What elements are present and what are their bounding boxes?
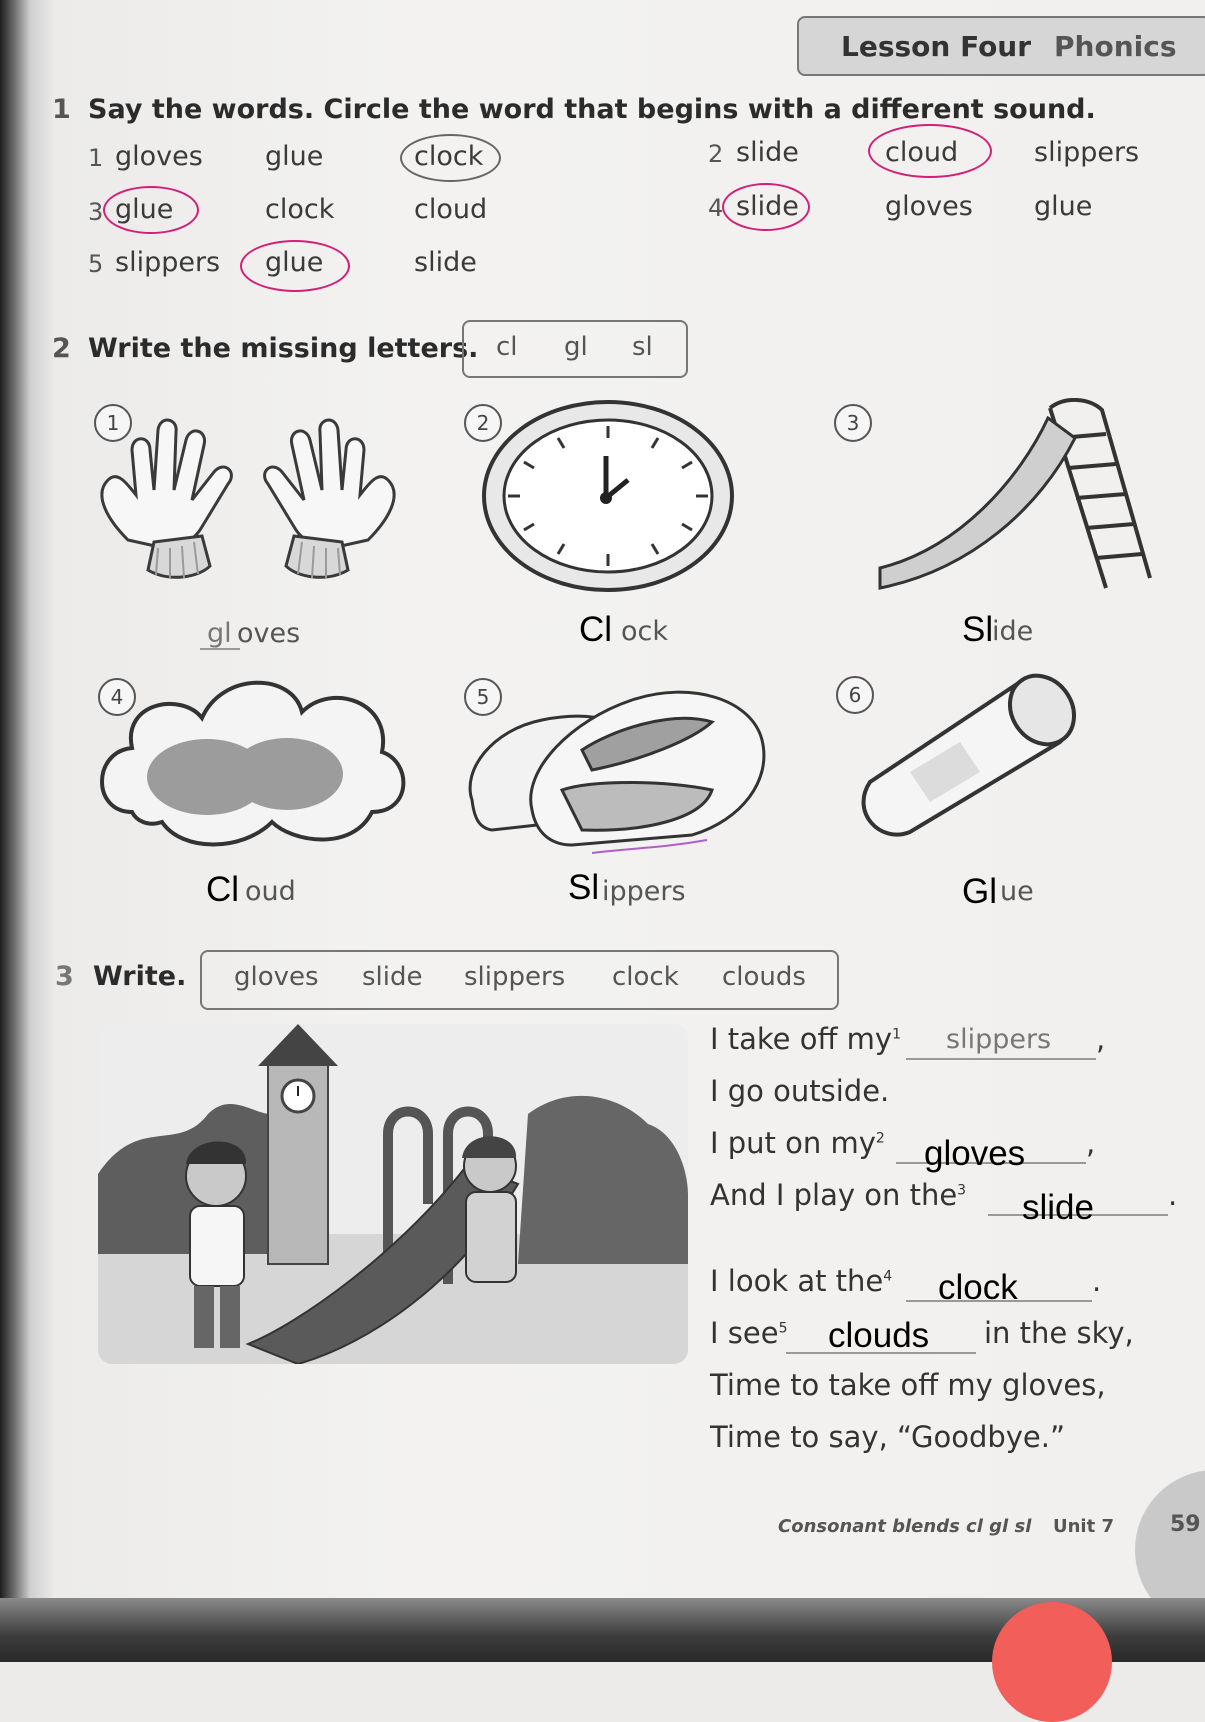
lesson-title: Lesson Four <box>841 30 1032 63</box>
ex2-number: 2 <box>52 333 71 364</box>
word: glue <box>265 141 324 172</box>
bank-word: slippers <box>464 962 566 992</box>
glue-stick-illustration <box>850 662 1110 842</box>
ex2-instruction: Write the missing letters. <box>88 333 479 364</box>
answer-circle <box>722 183 810 231</box>
item-badge: 3 <box>834 404 872 442</box>
word-ending: oud <box>245 876 296 907</box>
bank-word: gloves <box>234 962 319 992</box>
slippers-illustration <box>462 660 782 860</box>
group-number: 4 <box>708 194 724 222</box>
footer-unit: Unit 7 <box>1053 1516 1114 1537</box>
poem-text: I put on my <box>710 1126 876 1160</box>
answer-line <box>906 1058 1096 1060</box>
printed-circle-example <box>400 134 501 182</box>
poem-line-1 <box>710 1022 901 1056</box>
blank-answer[interactable]: clock <box>938 1268 1018 1307</box>
lesson-tab <box>797 16 1205 76</box>
word: cloud <box>414 194 488 225</box>
word: slippers <box>115 247 221 278</box>
poem-line-7: Time to take off my gloves, <box>710 1368 1106 1402</box>
blank-answer[interactable]: slippers <box>946 1024 1052 1055</box>
word: glue <box>115 194 174 225</box>
poem-line-3 <box>710 1126 885 1160</box>
blank-answer[interactable]: clouds <box>828 1316 930 1355</box>
word-ending: oves <box>237 618 301 649</box>
word: glue <box>265 247 324 278</box>
group-number: 1 <box>88 144 104 172</box>
bank-word: clouds <box>722 962 806 992</box>
missing-letters-answer[interactable]: Sl <box>962 610 994 649</box>
word: slide <box>736 191 799 222</box>
poem-text: I look at the <box>710 1264 884 1298</box>
cloud-illustration <box>92 662 412 862</box>
word: gloves <box>115 141 203 172</box>
group-number: 3 <box>88 198 104 226</box>
slide-illustration <box>870 398 1160 598</box>
word-ending: ue <box>1000 876 1034 907</box>
missing-letters-answer[interactable]: Sl <box>568 868 600 907</box>
missing-letters-answer[interactable]: Cl <box>579 610 613 649</box>
letter-option: sl <box>632 332 653 362</box>
item-badge: 6 <box>836 676 874 714</box>
letter-option: cl <box>496 332 518 362</box>
ex1-instruction: Say the words. Circle the word that begins with a different sound. <box>88 94 1096 125</box>
footer-topic: Consonant blends cl gl sl <box>778 1516 1032 1537</box>
item-badge: 1 <box>94 404 132 442</box>
playground-illustration <box>98 1024 688 1364</box>
item-badge: 5 <box>464 678 502 716</box>
letter-option: gl <box>564 332 588 362</box>
missing-letters-answer[interactable]: gl <box>207 618 232 649</box>
blank-number: 1 <box>892 1026 902 1043</box>
bank-word: clock <box>612 962 679 992</box>
word: slide <box>414 247 477 278</box>
word-ending: ippers <box>602 876 686 907</box>
group-number: 5 <box>88 250 104 278</box>
poem-line-8: Time to say, “Goodbye.” <box>710 1420 1066 1454</box>
answer-circle <box>868 124 992 178</box>
word: cloud <box>885 137 959 168</box>
answer-line <box>200 648 240 650</box>
group-number: 2 <box>708 140 724 168</box>
letter-bank <box>462 320 688 378</box>
page-number: 59 <box>1170 1512 1201 1537</box>
poem-text: I see <box>710 1316 779 1350</box>
poem-punct: . <box>1092 1264 1102 1298</box>
poem-punct: , <box>1086 1126 1096 1160</box>
word: glue <box>1034 191 1093 222</box>
record-button[interactable] <box>992 1602 1112 1722</box>
poem-text: in the sky, <box>984 1316 1134 1350</box>
word-ending: ock <box>621 616 668 647</box>
poem-line-5 <box>710 1264 892 1298</box>
poem-line-4 <box>710 1178 966 1212</box>
answer-circle <box>103 186 199 234</box>
word: clock <box>414 141 484 172</box>
blank-number: 3 <box>957 1182 967 1199</box>
blank-number: 5 <box>778 1320 788 1337</box>
girl-figure <box>462 1136 516 1282</box>
poem-line-2: I go outside. <box>710 1074 890 1108</box>
word: slippers <box>1034 137 1140 168</box>
blank-answer[interactable]: gloves <box>924 1134 1026 1173</box>
blank-answer[interactable]: slide <box>1022 1188 1094 1227</box>
clock-illustration <box>478 398 738 598</box>
lesson-topic: Phonics <box>1054 30 1177 63</box>
word: clock <box>265 194 335 225</box>
ex1-number: 1 <box>52 94 71 125</box>
word-bank <box>200 950 839 1010</box>
poem-punct: , <box>1096 1022 1106 1056</box>
missing-letters-answer[interactable]: Gl <box>962 872 997 911</box>
ex3-instruction: Write. <box>93 961 187 992</box>
poem-text: I take off my <box>710 1022 893 1056</box>
gloves-illustration <box>88 410 408 590</box>
poem-line-6 <box>710 1316 788 1350</box>
word: gloves <box>885 191 973 222</box>
blank-number: 2 <box>875 1130 885 1147</box>
item-badge: 4 <box>98 678 136 716</box>
answer-circle <box>240 240 350 292</box>
word-ending: ide <box>992 616 1034 647</box>
blank-number: 4 <box>883 1268 893 1285</box>
poem-punct: . <box>1168 1178 1178 1212</box>
poem-text: And I play on the <box>710 1178 958 1212</box>
word: slide <box>736 137 799 168</box>
bank-word: slide <box>362 962 423 992</box>
missing-letters-answer[interactable]: Cl <box>206 870 240 909</box>
item-badge: 2 <box>464 404 502 442</box>
ex3-number: 3 <box>55 961 74 992</box>
